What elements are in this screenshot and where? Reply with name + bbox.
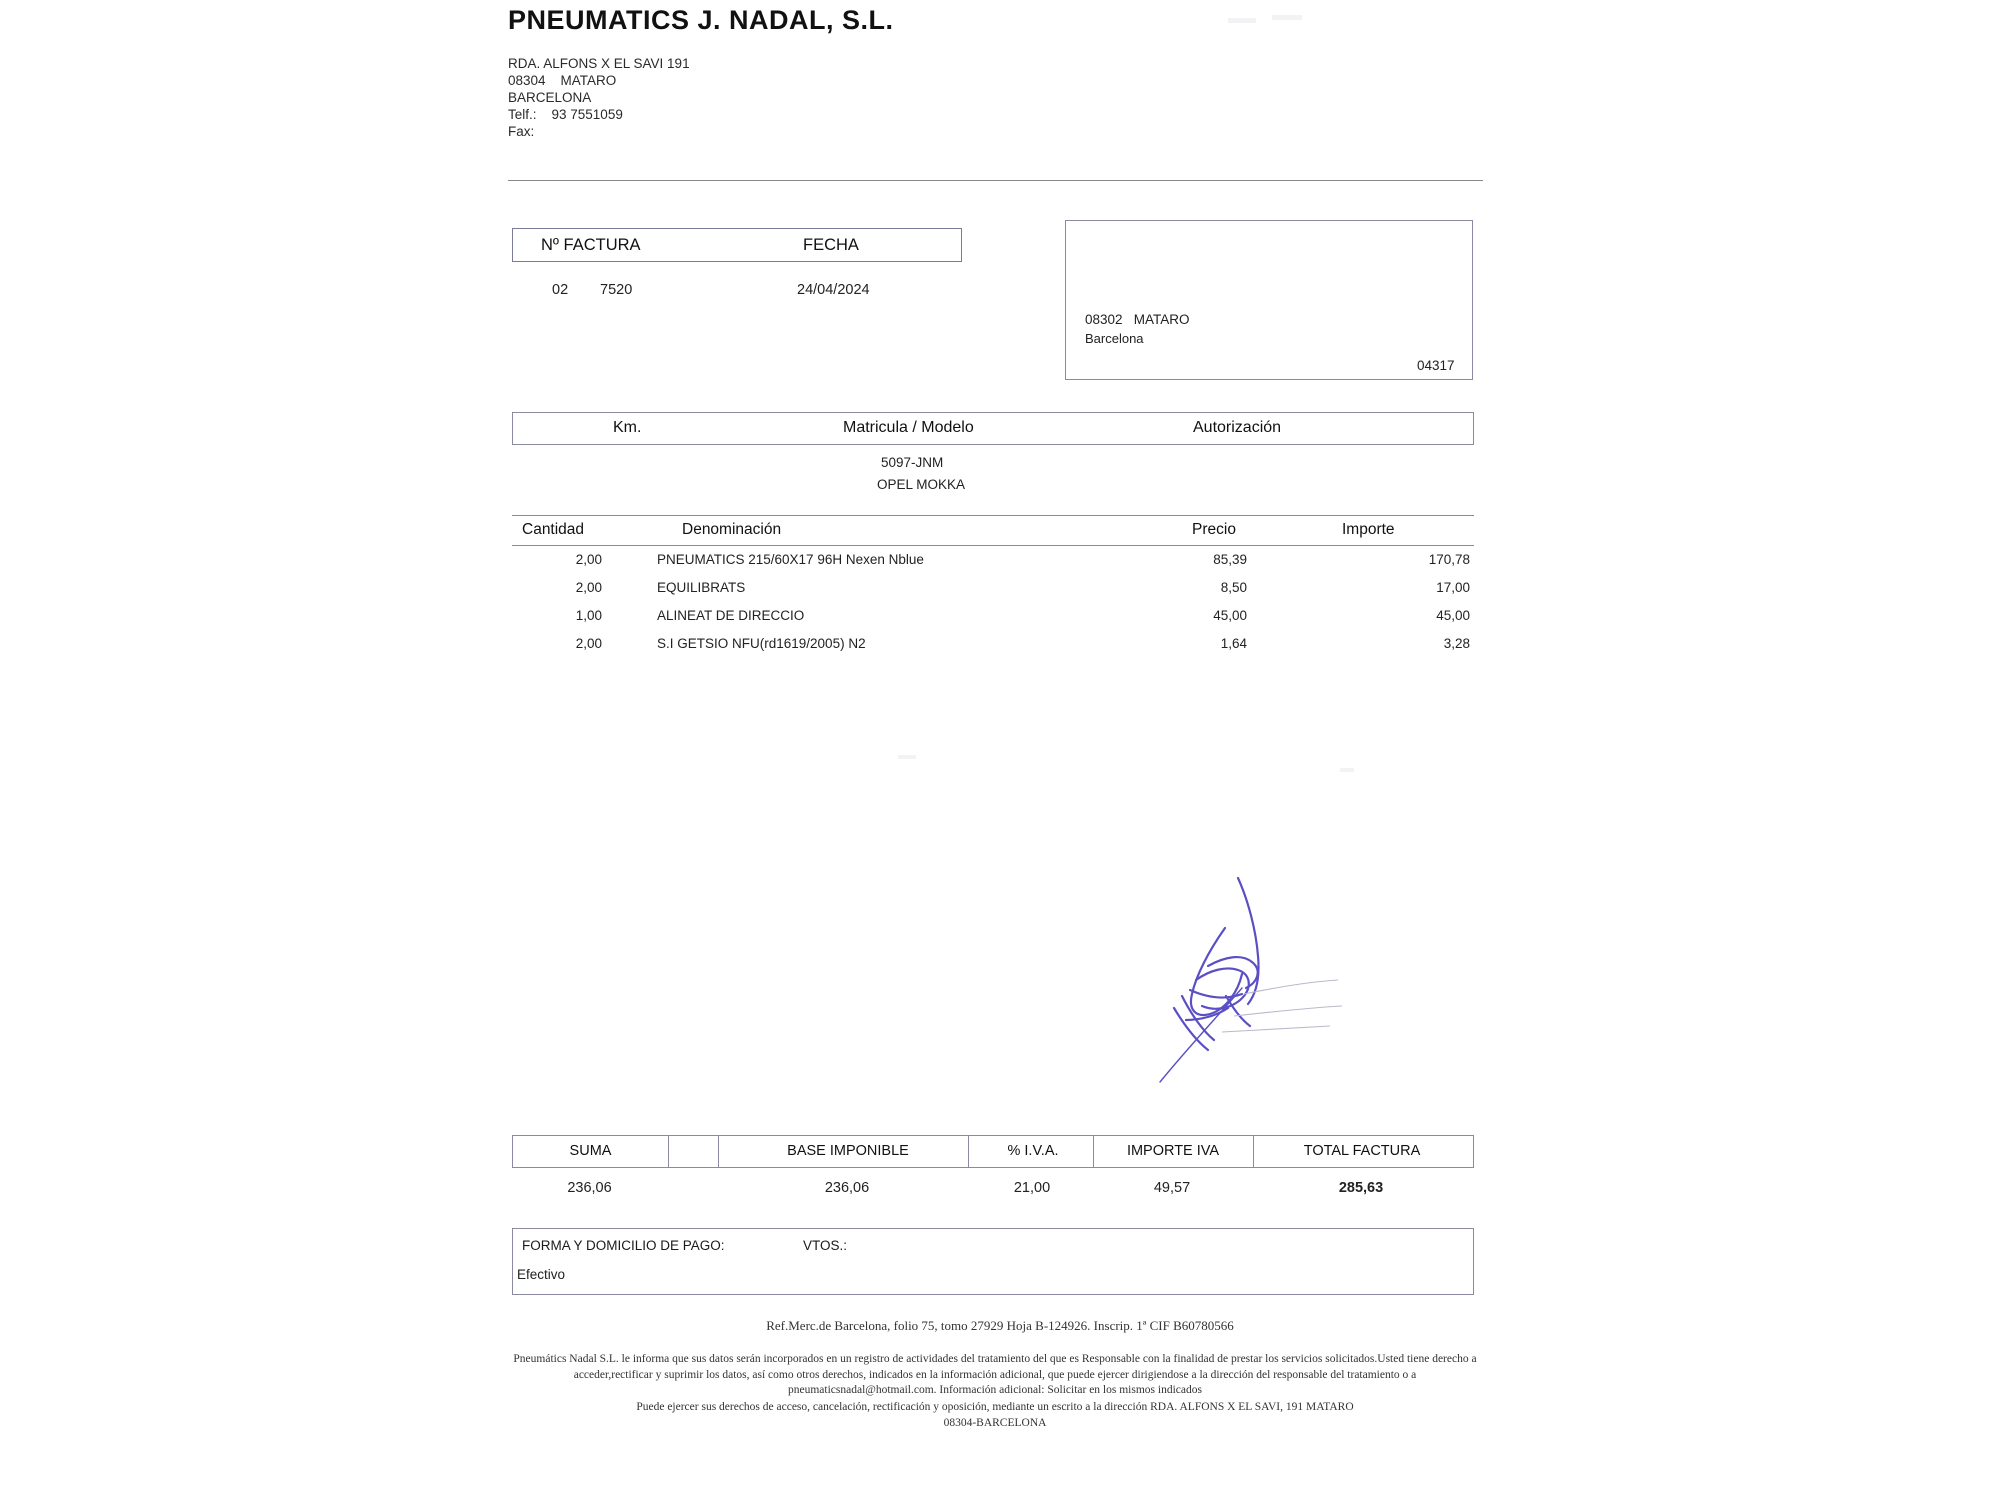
column-header-description: Denominación xyxy=(682,521,782,538)
client-city: 08302 MATARO xyxy=(1085,312,1190,327)
company-address-line2: 08304 MATARO xyxy=(508,73,617,88)
payment-vtos-label: VTOS.: xyxy=(803,1238,848,1253)
payment-method-value: Efectivo xyxy=(517,1267,566,1282)
legal-line-6: 08304-BARCELONA xyxy=(943,1417,1047,1429)
totals-value-total: 285,63 xyxy=(1338,1180,1384,1196)
row-description: PNEUMATICS 215/60X17 96H Nexen Nblue xyxy=(657,552,924,567)
invoice-date-label: FECHA xyxy=(803,236,859,254)
totals-header-iva-amount: IMPORTE IVA xyxy=(1126,1143,1220,1159)
row-description: EQUILIBRATS xyxy=(657,580,746,595)
legal-line-1: Pneumátics Nadal S.L. le informa que sus datos serán incorporados en un registro de actividades del tratamiento del que es Responsable con la finalidad de xyxy=(513,1353,1229,1365)
row-amount: 17,00 xyxy=(1436,580,1470,595)
scan-artefact xyxy=(1228,18,1256,23)
totals-value-iva-amount: 49,57 xyxy=(1153,1180,1191,1196)
row-amount: 170,78 xyxy=(1428,552,1470,567)
totals-value-suma: 236,06 xyxy=(567,1180,612,1196)
column-header-quantity: Cantidad xyxy=(522,521,585,538)
row-quantity: 2,00 xyxy=(575,552,602,567)
totals-header-total: TOTAL FACTURA xyxy=(1303,1143,1421,1159)
totals-header-base: BASE IMPONIBLE xyxy=(787,1143,909,1159)
totals-table-header xyxy=(512,1135,1474,1168)
client-address-box xyxy=(1065,220,1473,380)
invoice-number-value: 7520 xyxy=(600,282,633,298)
vehicle-header-row xyxy=(512,412,1474,445)
scan-artefact xyxy=(1340,768,1354,772)
table-row xyxy=(512,636,1474,663)
company-address-line1: RDA. ALFONS X EL SAVI 191 xyxy=(508,56,690,71)
lines-table-header xyxy=(512,515,1474,546)
company-address xyxy=(508,55,690,140)
company-name: PNEUMATICS J. NADAL, S.L. xyxy=(508,5,894,35)
row-description: ALINEAT DE DIRECCIO xyxy=(657,608,805,623)
vehicle-km-label: Km. xyxy=(613,419,642,436)
client-province: Barcelona xyxy=(1085,331,1144,346)
vehicle-model-value: OPEL MOKKA xyxy=(877,477,966,492)
scan-artefact xyxy=(898,755,916,759)
scan-artefact xyxy=(1272,15,1302,20)
totals-value-iva-pct: 21,00 xyxy=(1013,1180,1051,1196)
table-row xyxy=(512,552,1474,579)
header-divider xyxy=(508,180,1483,181)
legal-line-3: que puede ejercer dirigiendose a la dirección del responsable del tratamiento o a pneumaticsnadal@hotmail.com. Información adicional: Solicitar en los xyxy=(788,1368,1417,1396)
signature-mark xyxy=(1130,870,1350,1120)
totals-header-suma: SUMA xyxy=(569,1143,612,1159)
row-price: 8,50 xyxy=(1220,580,1247,595)
legal-notice xyxy=(500,1352,1490,1432)
legal-line-4: mismos indicados xyxy=(1119,1384,1202,1396)
totals-header-iva-pct: % I.V.A. xyxy=(1007,1143,1059,1159)
vehicle-plate-label: Matricula / Modelo xyxy=(843,419,974,436)
row-quantity: 2,00 xyxy=(575,580,602,595)
registry-note: Ref.Merc.de Barcelona, folio 75, tomo 27929 Hoja B-124926. Inscrip. 1ª CIF B60780566 xyxy=(766,1318,1234,1333)
vehicle-authorization-label: Autorización xyxy=(1193,419,1282,436)
row-price: 1,64 xyxy=(1220,636,1247,651)
company-address-line3: BARCELONA xyxy=(508,90,592,105)
invoice-header-box xyxy=(512,228,962,262)
row-quantity: 1,00 xyxy=(575,608,602,623)
invoice-number-label: Nº FACTURA xyxy=(541,236,641,254)
column-header-price: Precio xyxy=(1192,521,1236,538)
legal-line-2: prestar los servicios solicitados.Usted tiene derecho a acceder,rectificar y suprimir los datos, así como otros derechos, indicados en la información adicional, xyxy=(573,1353,1477,1381)
invoice-date-value: 24/04/2024 xyxy=(797,282,870,298)
company-phone: Telf.: 93 7551059 xyxy=(508,107,623,122)
row-description: S.I GETSIO NFU(rd1619/2005) N2 xyxy=(657,636,866,651)
invoice-series-value: 02 xyxy=(552,282,569,298)
table-row xyxy=(512,580,1474,607)
table-row xyxy=(512,608,1474,635)
company-fax: Fax: xyxy=(508,124,535,139)
row-price: 45,00 xyxy=(1213,608,1247,623)
legal-line-5: Puede ejercer sus derechos de acceso, cancelación, rectificación y oposición, mediante un escrito a la dirección RDA. ALFONS X EL SAVI, 191 MATARO xyxy=(636,1400,1354,1413)
row-amount: 3,28 xyxy=(1443,636,1470,651)
vehicle-plate-value: 5097-JNM xyxy=(881,455,944,470)
row-price: 85,39 xyxy=(1213,552,1247,567)
column-header-amount: Importe xyxy=(1342,521,1395,538)
row-quantity: 2,00 xyxy=(575,636,602,651)
row-amount: 45,00 xyxy=(1436,608,1470,623)
totals-value-base: 236,06 xyxy=(824,1180,870,1196)
client-code: 04317 xyxy=(1417,358,1455,373)
payment-label: FORMA Y DOMICILIO DE PAGO: xyxy=(522,1238,725,1253)
